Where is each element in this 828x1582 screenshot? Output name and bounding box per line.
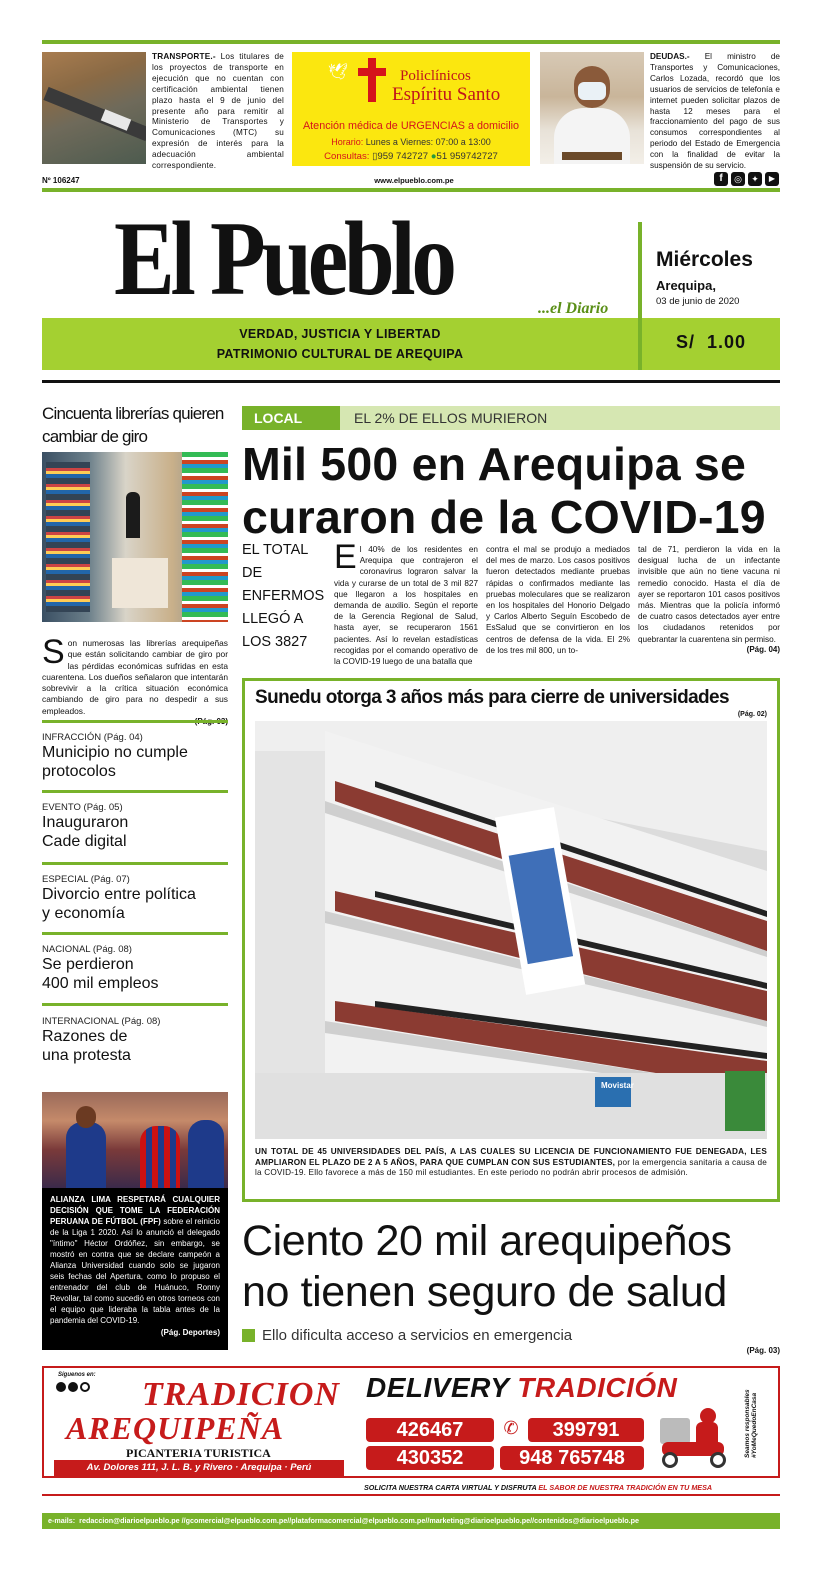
bookstore-photo [42,452,228,622]
motto-band [42,318,638,370]
phone-icon: ▯ [372,151,378,162]
delivery-scooter-icon [656,1408,736,1472]
tradicion-ad[interactable] [42,1366,780,1478]
sidebar-item[interactable] [42,944,228,993]
footer-emails [42,1513,780,1529]
kicker: EL 2% DE ELLOS MURIERON [354,410,548,426]
ad-tagline: PICANTERIA TURISTICA [126,1446,271,1460]
feature-box [242,678,780,1202]
ad-side-text: Seamos responsables #YoMeQuedoEnCasa [744,1389,758,1458]
main-col-3 [638,544,780,654]
sidebar-rule [42,720,228,723]
sidebar-item-label: ESPECIAL (Pág. 07) [42,874,130,885]
transport-teaser [152,52,284,172]
sidebar-item-label: INFRACCIÓN (Pág. 04) [42,732,143,743]
sidebar-rule [42,862,228,865]
sidebar-item-title: Divorcio entre política y economía [42,886,196,922]
sidebar-rule [42,790,228,793]
sidebar-item[interactable] [42,1016,228,1065]
sidebar-item-label: NACIONAL (Pág. 08) [42,944,132,955]
feature-caption-text: por la emergencia sanitaria a causa de la COVID-19. Ello favorece a más de 150 mil estudiantes. En este periodo no podrán abrir procesos de admisión. [255,1157,767,1178]
top-rule-2 [42,188,780,192]
main-col-1 [334,538,478,667]
sport-box[interactable] [42,1188,228,1350]
sport-text-wrap [50,1194,220,1326]
sidebar-item-title: Se perdieron 400 mil empleos [42,956,159,992]
lead-text: on numerosas las librerías arequipeñas que están solicitando cambiar de giro por las pérdidas económicas sufridas en esta cuarentena. Los dueños señalaron que intentarán sobrevivir a la crítica situación económica cambiando de giro para no despedir a sus empleados. [42,638,228,716]
ad-line1: Atención médica de URGENCIAS a domicilio [302,120,520,132]
feature-caption-bold: UN TOTAL DE 45 UNIVERSIDADES DEL PAÍS, A LAS CUALES SU LICENCIA DE FUNCIONAMIENTO FUE DENEGADA, LES AMPLIARON EL PLAZO DE 2 A 5 AÑOS, PARA QUE CUMPLAN CON SUS ESTUDIANTES, [255,1147,767,1167]
lead-title[interactable]: Cincuenta librerías quieren cambiar de giro [42,404,224,446]
debts-text: El ministro de Transportes y Comunicaciones, Carlos Lozada, recordó que los usuarios de servicios de telefonía e internet pueden solicitar plazos de hasta 12 meses para el fraccionamiento del pago de sus consumos correspondientes al periodo del Estado de Emergencia con la finalidad de evitar la suspensión de su servicio. [650,52,780,171]
lead-body [42,633,228,726]
movistar-banner: Movistar [601,1081,634,1090]
delivery-title: DELIVERY TRADICIÓN [366,1372,678,1403]
footer-label: e-mails: [48,1516,76,1525]
price: S/ 1.00 [675,332,747,352]
deck-line: DE [242,565,263,581]
ad-hours: Horario: Lunes a Viernes: 07:00 a 13:00 [331,137,491,147]
sport-text: sobre el reinicio de la Liga 1 2020. Así lo anunció el delegado "íntimo" Héctor Ordóñez, sin embargo, se mostró en contra que se declare campeón a Alianza Universidad cuando solo se jugaron seis fechas del Apertura, como lo propuso el entrenador del club de Huánuco, Ronny Revollar, tal como sucedió en otros torneos con el equipo que lideraba la tabla antes de la pandemia del COVID-19. [50,1217,220,1325]
phone-1[interactable]: 426467 [366,1418,494,1442]
deck-line: LLEGÓ A [242,611,304,627]
lead-dropcap: S [42,633,65,671]
main-headline[interactable]: Mil 500 en Arequipa se curaron de la COVID-19 [242,438,766,543]
sidebar-item-label: EVENTO (Pág. 05) [42,802,123,813]
ad-slogan: SOLICITA NUESTRA CARTA VIRTUAL Y DISFRUTA EL SABOR DE NUESTRA TRADICIÓN EN TU MESA [364,1483,713,1492]
instagram-icon[interactable]: ◎ [731,172,745,186]
sidebar-item-label: INTERNACIONAL (Pág. 08) [42,1016,161,1027]
transport-text: Los titulares de los proyectos de transporte en ejecución que no cuentan con certificación ambiental tienen plazo hasta el 9 de junio del presente año para remitir al Ministerio de Transportes y Comunicaciones (MTC) su expresión de interés para la adecuación ambiental correspondiente. [152,52,284,171]
debts-label: DEUDAS.- [650,52,690,61]
price-band [642,318,780,370]
bullet-square [242,1329,255,1342]
whatsapp-icon: ● [430,151,437,162]
issue-number: Nº 106247 [42,176,80,185]
sidebar-rule [42,1003,228,1006]
ad-brand-2: AREQUIPEÑA [66,1410,285,1446]
city: Arequipa, [656,278,716,293]
phone-icon: ✆ [503,1418,519,1438]
facebook-icon[interactable] [68,1382,78,1392]
ad-name1: Policlínicos [400,68,471,84]
follow-text: Síguenos en: [58,1372,96,1378]
footer-email-list[interactable]: redaccion@diarioelpueblo.pe //gcomercial@elpueblo.com.pe//plataformacomercial@elpueblo.com.pe//marketing@diarioelpueblo.pe//contenidos@diarioelpueblo.pe [79,1516,640,1525]
ad-phones: Consultas: ▯959 742727 ●51 959742727 [324,151,498,162]
main-dropcap: E [334,538,357,576]
social-icons [714,172,780,186]
sidebar-item-title: Inauguraron Cade digital [42,814,129,850]
policlinicos-ad[interactable] [292,52,530,166]
deck [242,539,328,654]
main-ref: (Pág. 04) [746,644,780,654]
instagram-icon[interactable] [80,1382,90,1392]
university-building-illustration [255,721,767,1139]
twitter-icon[interactable]: ✦ [748,172,762,186]
university-photo [255,721,767,1139]
phone-3[interactable]: 430352 [366,1446,494,1470]
deck-line: EL TOTAL [242,542,309,558]
ad-address: Av. Dolores 111, J. L. B. y Rivero · Arequipa · Perú [54,1460,344,1476]
main-col-3-text: tal de 71, perdieron la vida en la desigual lucha de un infectante invisible que aún no tiene vacuna ni remedio conocido. Hasta el día de ayer se reportaron 101 casos positivos más. Mientras que la policía informó de cuatro casos detectados ayer entre los ciudadanos retenidos por quebrantar la cuarentena sin permiso. [638,545,780,644]
deck-line: LOS 3827 [242,634,308,650]
ad-social-icons [56,1382,90,1392]
main-col-2-text: contra el mal se produjo a mediados del mes de marzo. Los casos positivos fueron detectados mediante pruebas rápidas o confirmados mediante las pruebas moleculares que se realizaron en los hospitales del Honorio Delgado y Carlos Alberto Seguín Escobedo de EsSalud que se convirtieron en los centros de defensa de la vida. El 2% de los tres mil 800, un to- [486,545,630,655]
main-col-2 [486,544,630,656]
sidebar-item-title: Razones de una protesta [42,1028,131,1064]
deck-line: ENFERMOS [242,588,325,604]
kicker-bar [242,406,780,430]
youtube-icon[interactable] [56,1382,66,1392]
ad-brand-1: TRADICION [142,1376,340,1413]
date: 03 de junio de 2020 [656,296,740,307]
second-headline[interactable]: Ciento 20 mil arequipeños no tienen seguro de salud [242,1217,732,1316]
phone-4[interactable]: 948 765748 [500,1446,644,1470]
masthead-rule [42,380,780,383]
main-col-1-text: l 40% de los residentes en Arequipa que contrajeron el coronavirus lograron salvar la vida y curarse de un total de 3 mil 827 que llegaron a los hospitales en demanda de auxilio. Según el reporte de la Gerencia Regional de Salud, hasta ayer, se recuperaron 1561 pacientes. Así lo revelan estadísticas recogidas por el comando operativo de la COVID-19 luego de una batalla que [334,545,478,667]
debts-teaser [650,52,780,172]
sport-ref: (Pág. Deportes) [160,1328,220,1337]
sidebar-item[interactable] [42,874,228,923]
youtube-icon[interactable]: ▶ [765,172,779,186]
sidebar-item[interactable] [42,732,228,781]
second-sub: Ello dificulta acceso a servicios en emergencia [262,1327,573,1344]
motto-2: PATRIMONIO CULTURAL DE AREQUIPA [216,347,464,361]
feature-title[interactable]: Sunedu otorga 3 años más para cierre de universidades [255,687,729,708]
sidebar-rule [42,932,228,935]
masthead-logo-sub: ...el Diario [538,300,609,317]
football-photo [42,1092,228,1188]
dove-icon: 🕊 [328,64,349,81]
feature-caption [255,1147,767,1179]
website-link[interactable]: www.elpueblo.com.pe [374,176,454,185]
top-rule [42,40,780,44]
minister-photo [540,52,644,164]
sidebar-item-title: Municipio no cumple protocolos [42,744,188,780]
phone-2[interactable]: 399791 [528,1418,644,1442]
weekday: Miércoles [656,248,753,271]
ad-bottom-rule [42,1494,780,1496]
transport-label: TRANSPORTE.- [152,52,216,61]
sidebar-item[interactable] [42,802,228,851]
sport-bold: ALIANZA LIMA RESPETARÁ CUALQUIER DECISIÓN QUE TOME LA FEDERACIÓN PERUANA DE FÚTBOL (FPF) [50,1195,220,1226]
section-tag: LOCAL [242,406,340,430]
motto-1: VERDAD, JUSTICIA Y LIBERTAD [239,327,441,341]
road-photo [42,52,146,164]
masthead-logo: El Pueblo [114,200,453,317]
feature-ref: (Pág. 02) [737,711,767,718]
second-ref: (Pág. 03) [746,1346,780,1355]
cross-icon [358,58,386,102]
ad-name2: Espíritu Santo [392,84,501,105]
facebook-icon[interactable]: f [714,172,728,186]
